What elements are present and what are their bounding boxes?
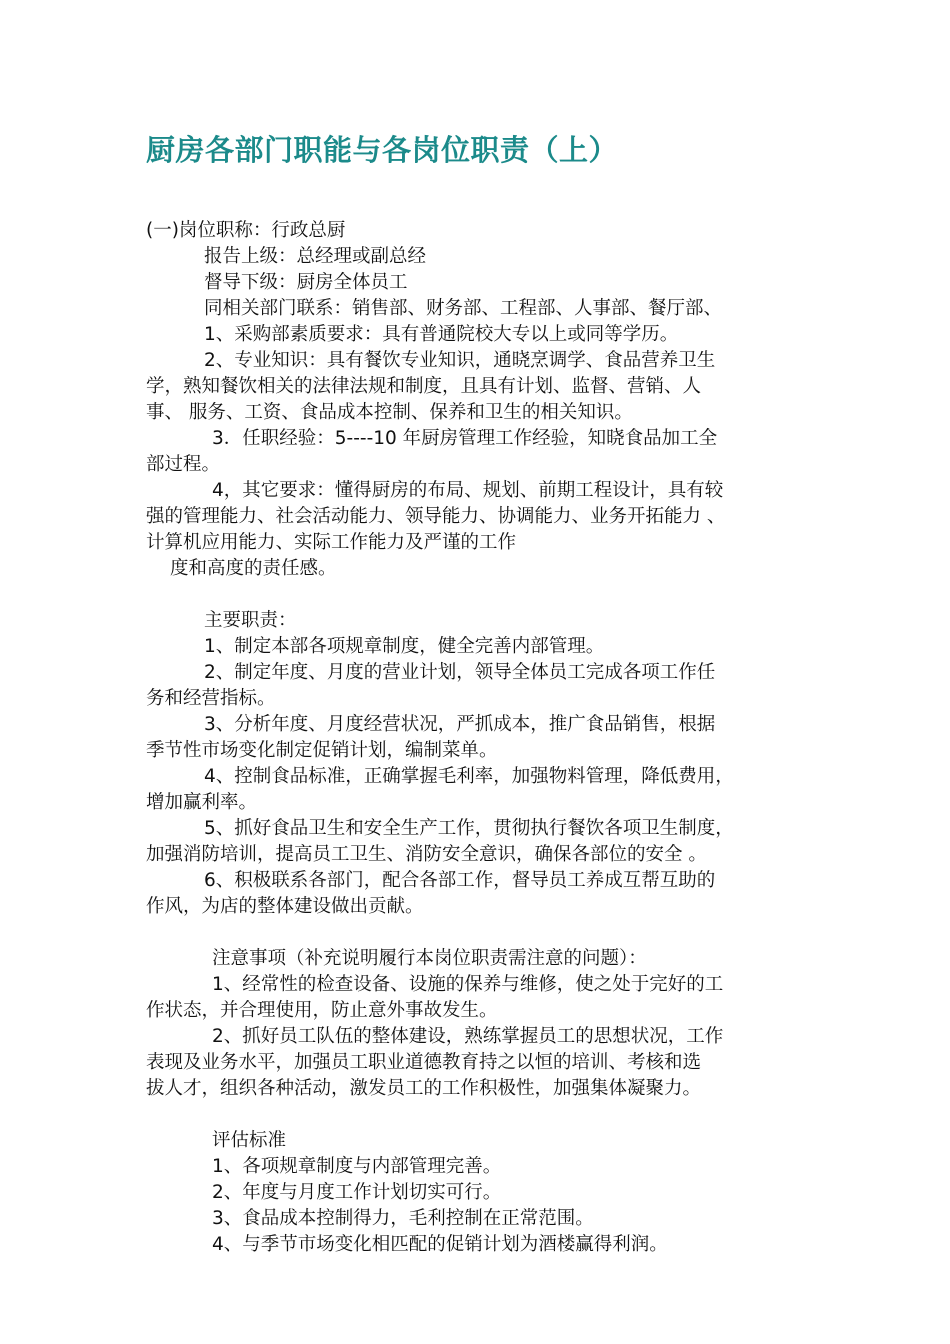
duty-item-line: 1、制定本部各项规章制度，健全完善内部管理。 <box>204 636 605 657</box>
note-item-line: 表现及业务水平，加强员工职业道德教育持之以恒的培训、考核和选 <box>146 1052 702 1073</box>
requirement-3-line: 3．任职经验：5----10 年厨房管理工作经验，知晓食品加工全 <box>212 428 718 449</box>
duties-heading: 主要职责： <box>204 610 297 631</box>
evaluation-heading: 评估标准 <box>212 1130 287 1151</box>
notes-heading: 注意事项（补充说明履行本岗位职责需注意的问题）： <box>212 948 647 969</box>
requirement-4-line: 度和高度的责任感。 <box>170 558 337 579</box>
evaluation-item: 4、与季节市场变化相匹配的促销计划为酒楼赢得利润。 <box>212 1234 668 1255</box>
note-item-line: 2、抓好员工队伍的整体建设，熟练掌握员工的思想状况，工作 <box>212 1026 724 1047</box>
duty-item-line: 2、制定年度、月度的营业计划，领导全体员工完成各项工作任 <box>204 662 716 683</box>
liaison-line: 同相关部门联系：销售部、财务部、工程部、人事部、餐厅部、 <box>204 298 723 319</box>
requirement-2-line: 2、专业知识：具有餐饮专业知识，通晓烹调学、食品营养卫生 <box>204 350 716 371</box>
requirement-4-line: 强的管理能力、社会活动能力、领导能力、协调能力、业务开拓能力 、 <box>146 506 726 527</box>
position-heading: (一)岗位职称：行政总厨 <box>146 220 346 241</box>
section-spacer <box>146 582 816 608</box>
note-item-line: 作状态，并合理使用，防止意外事故发生。 <box>146 1000 498 1021</box>
section-spacer <box>146 920 816 946</box>
duty-item-line: 务和经营指标。 <box>146 688 276 709</box>
note-item-line: 1、经常性的检查设备、设施的保养与维修，使之处于完好的工 <box>212 974 724 995</box>
duty-item-line: 加强消防培训，提高员工卫生、消防安全意识，确保各部位的安全 。 <box>146 844 707 865</box>
evaluation-item: 3、食品成本控制得力，毛利控制在正常范围。 <box>212 1208 594 1229</box>
duty-item-line: 季节性市场变化制定促销计划，编制菜单。 <box>146 740 498 761</box>
requirement-1: 1、采购部素质要求：具有普通院校大专以上或同等学历。 <box>204 324 679 345</box>
duty-item-line: 5、抓好食品卫生和安全生产工作，贯彻执行餐饮各项卫生制度， <box>204 818 734 839</box>
report-to-line: 报告上级：总经理或副总经 <box>204 246 427 267</box>
supervise-line: 督导下级：厨房全体员工 <box>204 272 408 293</box>
duty-item-line: 6、积极联系各部门，配合各部工作，督导员工养成互帮互助的 <box>204 870 716 891</box>
document-body <box>146 218 816 1258</box>
document-title: 厨房各部门职能与各岗位职责（上） <box>146 133 619 167</box>
evaluation-item: 1、各项规章制度与内部管理完善。 <box>212 1156 502 1177</box>
requirement-2-line: 学，熟知餐饮相关的法律法规和制度，且具有计划、监督、营销、人 <box>146 376 702 397</box>
requirement-4-line: 4，其它要求：懂得厨房的布局、规划、前期工程设计，具有较 <box>212 480 724 501</box>
duty-item-line: 4、控制食品标准，正确掌握毛利率，加强物料管理，降低费用， <box>204 766 734 787</box>
duty-item-line: 3、分析年度、月度经营状况，严抓成本，推广食品销售，根据 <box>204 714 716 735</box>
evaluation-item: 2、年度与月度工作计划切实可行。 <box>212 1182 502 1203</box>
requirement-2-line: 事、 服务、工资、食品成本控制、保养和卫生的相关知识。 <box>146 402 633 423</box>
duty-item-line: 增加赢利率。 <box>146 792 258 813</box>
requirement-4-line: 计算机应用能力、实际工作能力及严谨的工作 <box>146 532 517 553</box>
duty-item-line: 作风，为店的整体建设做出贡献。 <box>146 896 424 917</box>
section-spacer <box>146 1102 816 1128</box>
note-item-line: 拔人才，组织各种活动，激发员工的工作积极性，加强集体凝聚力。 <box>146 1078 702 1099</box>
requirement-3-line: 部过程。 <box>146 454 221 475</box>
